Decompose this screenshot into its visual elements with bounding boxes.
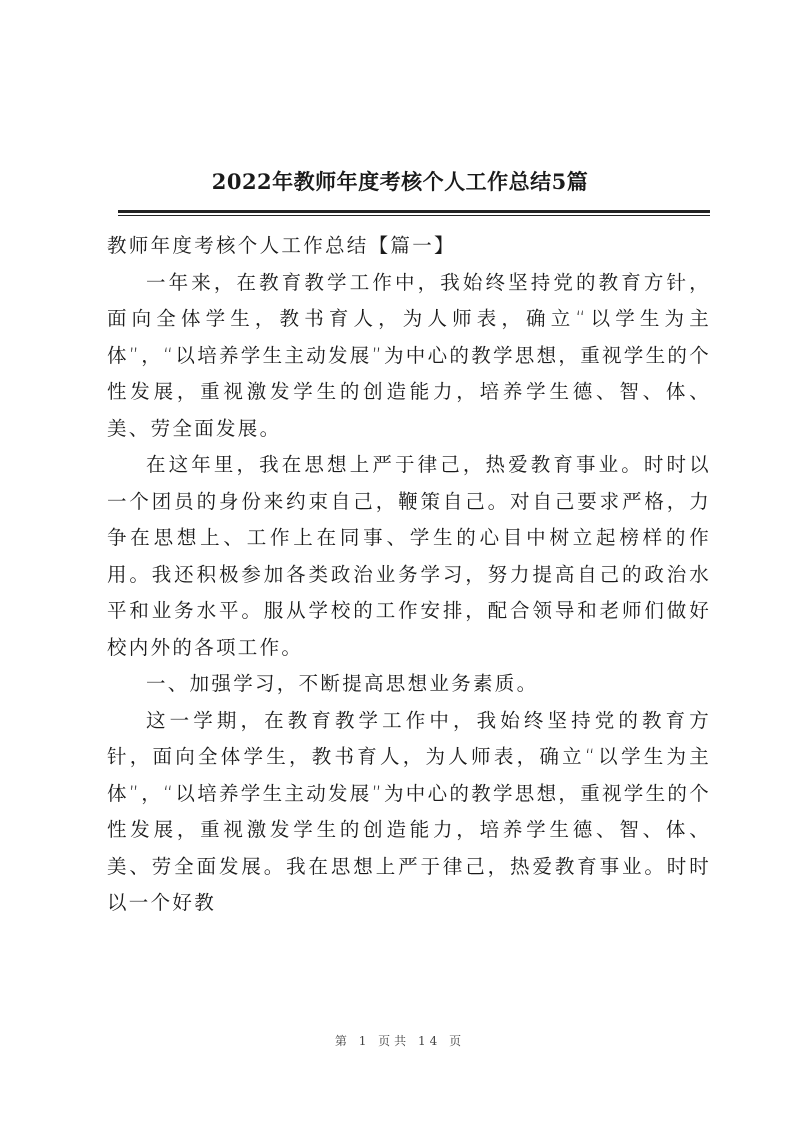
title-rule-thick xyxy=(118,210,710,213)
page-footer: 第 1 页共 14 页 xyxy=(334,1034,466,1048)
paragraph-2: 在这年里，我在思想上严于律己，热爱教育事业。时时以一个团员的身份来约束自己，鞭策自己。对自己要求严格，力争在思想上、工作上在同事、学生的心目中树立起榜样的作用。我还积极参加各类政治业务学习，努力提高自己的政治水平和业务水平。服从学校的工作安排，配合领导和老师们做好校内外的各项工作。 xyxy=(107,453,711,659)
paragraph-3: 一、加强学习，不断提高思想业务素质。 xyxy=(146,672,539,695)
section-heading: 教师年度考核个人工作总结【篇一】 xyxy=(107,234,456,257)
document-body xyxy=(107,228,711,922)
paragraph-4: 这一学期，在教育教学工作中，我始终坚持党的教育方针，面向全体学生，教书育人，为人师表，确立“以学生为主体”，“以培养学生主动发展”为中心的教学思想，重视学生的个性发展，重视激发学生的创造能力，培养学生德、智、体、美、劳全面发展。我在思想上严于律己，热爱教育事业。时时以一个好教 xyxy=(107,708,712,914)
document-title: 2022年教师年度考核个人工作总结5篇 xyxy=(211,169,589,194)
paragraph-1: 一年来，在教育教学工作中，我始终坚持党的教育方针，面向全体学生，教书育人，为人师表，确立“以学生为主体”，“以培养学生主动发展”为中心的教学思想，重视学生的个性发展，重视激发学生的创造能力，培养学生德、智、体、美、劳全面发展。 xyxy=(107,270,712,440)
title-rule-thin xyxy=(118,215,710,216)
